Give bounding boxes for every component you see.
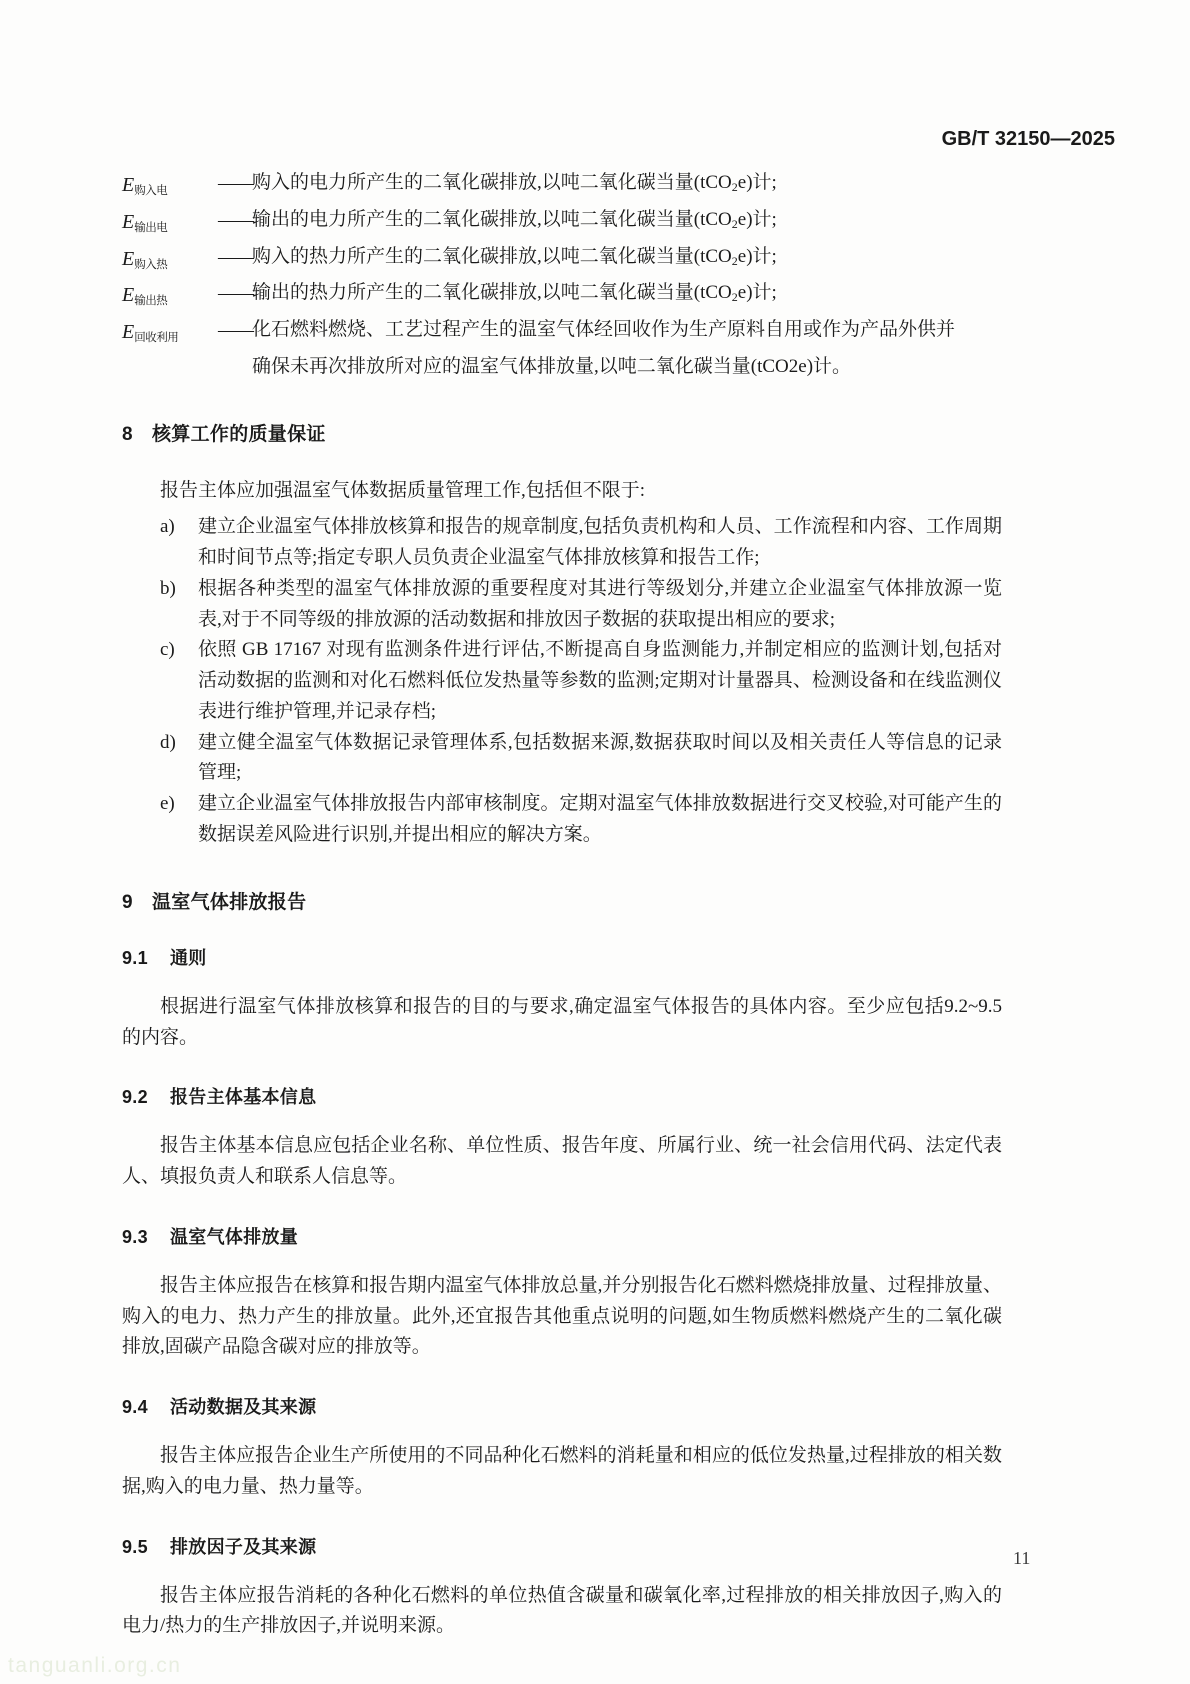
- running-header: [942, 128, 1115, 151]
- definition-subscript: 2: [731, 253, 738, 268]
- symbol-definition-text: [252, 315, 1002, 346]
- list-item-text: 根据各种类型的温室气体排放源的重要程度对其进行等级划分,并建立企业温室气体排放源一览表,对于不同等级的排放源的活动数据和排放因子数据的获取提出相应的要求;: [198, 577, 1002, 630]
- list-item-text: 建立企业温室气体排放报告内部审核制度。定期对温室气体排放数据进行交叉校验,对可能产生的数据误差风险进行识别,并提出相应的解决方案。: [198, 793, 1002, 846]
- continuation-post: e)计。: [798, 355, 852, 377]
- definition-post: e)计;: [737, 208, 777, 230]
- clause-9-4-number: 9.4: [122, 1397, 148, 1418]
- symbol-definition-text: [252, 278, 1002, 309]
- symbol-definition-text: [252, 205, 1002, 236]
- symbol-dash: ——: [218, 320, 252, 342]
- clause-9-4-title: 活动数据及其来源: [170, 1397, 317, 1418]
- page-content: [122, 168, 1002, 1648]
- clause-9-number: 9: [122, 891, 133, 913]
- clause-9-2-title: 报告主体基本信息: [170, 1087, 317, 1108]
- clause-8-lead-paragraph: 报告主体应加强温室气体数据质量管理工作,包括但不限于:: [160, 479, 646, 501]
- symbol-definition-row: [122, 278, 1002, 312]
- clause-9-3-heading: [122, 1223, 1002, 1249]
- definition-pre: 购入的电力所产生的二氧化碳排放,以吨二氧化碳当量(tCO: [252, 172, 732, 193]
- list-item-marker: c): [160, 639, 175, 661]
- symbol-subscript: 回收利用: [134, 332, 179, 345]
- symbol-variable: E: [122, 174, 135, 196]
- symbol-term: [122, 205, 218, 239]
- definition-subscript: 2: [731, 180, 738, 194]
- symbol-variable: E: [122, 321, 135, 344]
- clause-9-2-heading: [122, 1083, 1002, 1109]
- clause-9-2-number: 9.2: [122, 1087, 148, 1108]
- clause-9-3-number: 9.3: [122, 1226, 148, 1247]
- site-watermark: tanguanli.org.cn: [8, 1654, 182, 1677]
- symbol-definition-text: [252, 168, 1002, 199]
- definition-pre: 化石燃料燃烧、工艺过程产生的温室气体经回收作为生产原料自用或作为产品外供并: [252, 319, 956, 341]
- symbol-dash: ——: [218, 246, 252, 268]
- definition-post: e)计;: [737, 245, 777, 267]
- definition-pre: 购入的热力所产生的二氧化碳排放,以吨二氧化碳当量(tCO: [252, 245, 732, 267]
- symbol-subscript: 购入电: [134, 185, 168, 197]
- clause-8-title: 核算工作的质量保证: [152, 423, 326, 445]
- clause-8-item-list: [122, 512, 1002, 850]
- page-number: 11: [1013, 1548, 1031, 1568]
- symbol-definition-list: [122, 168, 1002, 383]
- clause-9-2-paragraph: 报告主体基本信息应包括企业名称、单位性质、报告年度、所属行业、统一社会信用代码、法定代表人、填报负责人和联系人信息等。: [122, 1135, 1002, 1188]
- list-item-marker: d): [160, 731, 176, 753]
- clause-9-5-paragraph: 报告主体应报告消耗的各种化石燃料的单位热值含碳量和碳氧化率,过程排放的相关排放因子,购入的电力/热力的生产排放因子,并说明来源。: [122, 1584, 1002, 1637]
- list-item: [122, 574, 1002, 636]
- symbol-dash: ——: [218, 209, 252, 231]
- list-item-marker: e): [160, 793, 175, 815]
- symbol-subscript: 购入热: [134, 258, 168, 271]
- clause-8-heading: [122, 419, 1002, 446]
- clause-9-1-title: 通则: [170, 947, 207, 968]
- symbol-term: [122, 242, 218, 276]
- list-item-text: 建立健全温室气体数据记录管理体系,包括数据来源,数据获取时间以及相关责任人等信息的记录管理;: [198, 731, 1002, 784]
- list-item-marker: b): [160, 577, 176, 599]
- clause-9-4-paragraph: 报告主体应报告企业生产所使用的不同品种化石燃料的消耗量和相应的低位发热量,过程排放的相关数据,购入的电力量、热力量等。: [122, 1445, 1002, 1497]
- faint-background-mark: [648, 1012, 694, 1052]
- clause-9-heading: [122, 887, 1002, 914]
- clause-9-1-paragraph: 根据进行温室气体排放核算和报告的目的与要求,确定温室气体报告的具体内容。至少应包括9.2~9.5 的内容。: [122, 995, 1002, 1048]
- symbol-definition-continuation: [252, 352, 1002, 383]
- symbol-subscript: 输出热: [134, 295, 168, 308]
- symbol-definition-row: [122, 168, 1002, 202]
- list-item: [122, 789, 1002, 851]
- list-item: [122, 512, 1002, 574]
- definition-subscript: 2: [731, 290, 738, 305]
- continuation-subscript: 2: [788, 355, 799, 377]
- definition-pre: 输出的热力所产生的二氧化碳排放,以吨二氧化碳当量(tCO: [252, 282, 732, 304]
- list-item-text: 建立企业温室气体排放核算和报告的规章制度,包括负责机构和人员、工作流程和内容、工作周期和时间节点等;指定专职人员负责企业温室气体排放核算和报告工作;: [198, 516, 1002, 569]
- list-item-text: 依照 GB 17167 对现有监测条件进行评估,不断提高自身监测能力,并制定相应的监测计划,包括对活动数据的监测和对化石燃料低位发热量等参数的监测;定期对计量器具、检测设备和在线监测仪表进行维护管理,并记录存档;: [198, 639, 1002, 722]
- definition-subscript: 2: [731, 216, 738, 231]
- clause-9-3-paragraph: 报告主体应报告在核算和报告期内温室气体排放总量,并分别报告化石燃料燃烧排放量、过程排放量、购入的电力、热力产生的排放量。此外,还宜报告其他重点说明的问题,如生物质燃料燃烧产生的二氧化碳排放,固碳产品隐含碳对应的排放等。: [122, 1274, 1002, 1358]
- symbol-subscript: 输出电: [134, 221, 168, 234]
- standard-number: GB/T 32150—2025: [941, 128, 1115, 150]
- definition-pre: 输出的电力所产生的二氧化碳排放,以吨二氧化碳当量(tCO: [252, 208, 732, 230]
- symbol-variable: E: [122, 210, 135, 233]
- symbol-dash: ——: [218, 173, 252, 194]
- clause-9-5-number: 9.5: [122, 1536, 148, 1557]
- symbol-definition-text: [252, 242, 1002, 273]
- clause-8-number: 8: [122, 423, 133, 445]
- list-item-marker: a): [160, 516, 175, 538]
- continuation-pre: 确保未再次排放所对应的温室气体排放量,以吨二氧化碳当量(tCO: [252, 355, 789, 377]
- list-item: [122, 728, 1002, 790]
- symbol-variable: E: [122, 284, 135, 307]
- clause-9-1-number: 9.1: [122, 947, 148, 968]
- symbol-definition-row: [122, 242, 1002, 276]
- list-item: [122, 635, 1002, 727]
- definition-post: e)计;: [737, 172, 777, 193]
- definition-post: e)计;: [737, 282, 777, 304]
- symbol-dash: ——: [218, 283, 252, 305]
- clause-9-3-title: 温室气体排放量: [170, 1226, 299, 1247]
- symbol-variable: E: [122, 247, 135, 270]
- clause-9-title: 温室气体排放报告: [152, 891, 307, 913]
- symbol-definition-row: [122, 205, 1002, 239]
- clause-9-5-title: 排放因子及其来源: [170, 1536, 317, 1557]
- symbol-term: [122, 168, 218, 202]
- clause-9-5-heading: [122, 1533, 1002, 1559]
- clause-9-1-heading: [122, 944, 1002, 970]
- clause-9-4-heading: [122, 1393, 1002, 1419]
- symbol-term: [122, 278, 218, 312]
- symbol-term: [122, 315, 218, 349]
- symbol-definition-row: [122, 315, 1002, 349]
